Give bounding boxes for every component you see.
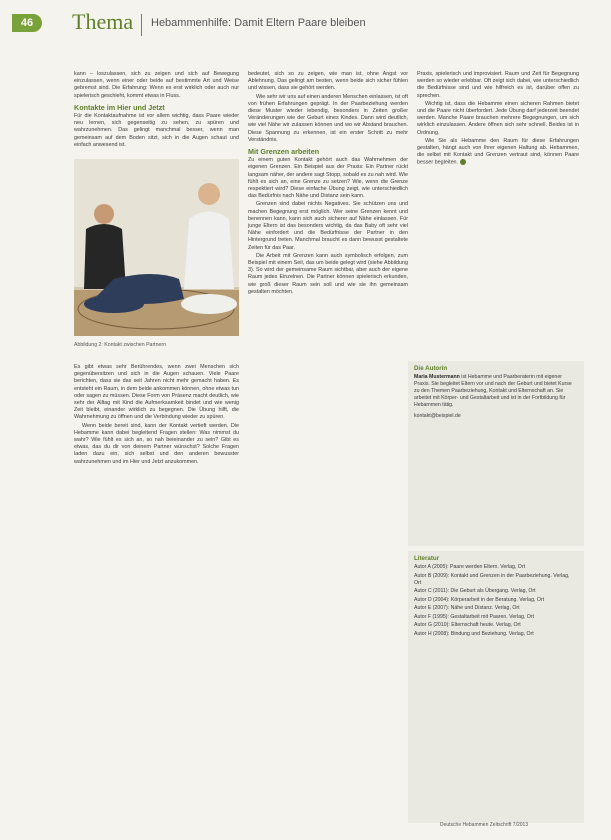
photo-couple-sitting bbox=[74, 159, 239, 336]
paragraph: Praxis, spielerisch und improvisiert. Raum und Zeit für Begegnung werden so wieder erlebbar. Oft zeigt sich dabei, wie unterschiedlich die Bedürfnisse sind und wie hilfreich es ist, darüber offen zu sprechen. bbox=[417, 71, 579, 99]
literature-entry: Autor C (2011): Die Geburt als Übergang. Verlag, Ort bbox=[414, 588, 536, 594]
column-3 bbox=[417, 71, 579, 168]
author-box bbox=[408, 361, 584, 546]
literature-box bbox=[408, 551, 584, 823]
literature-entry: Autor D (2004): Körperarbeit in der Beratung. Verlag, Ort bbox=[414, 596, 545, 603]
literature-entry: Autor H (2008): Bindung und Beziehung. Verlag, Ort bbox=[414, 630, 534, 637]
paragraph bbox=[417, 138, 579, 167]
column-2 bbox=[248, 71, 408, 297]
paragraph: Es gibt etwas sehr Berührendes, wenn zwei Menschen sich gegenübersitzen und sich in die Augen schauen. Viele Paare berichten, dass sie das seit Jahren nicht mehr gemacht haben. Es entsteht ein Raum, in dem beide ankommen können, ohne etwas tun oder sagen zu müssen. Diese Form von Präsenz macht deutlich, wie sehr der Alltag mit Kind die Aufmerksamkeit bindet und wie wenig Zeit bleibt, einander wirklich zu begegnen. Die Übung hilft, die Wahrnehmung zu öffnen und die Verbindung wieder zu spüren. bbox=[74, 364, 239, 421]
paragraph: Wie sehr wir uns auf einen anderen Menschen einlassen, ist oft von frühen Erfahrungen geprägt. In der Paarbeziehung werden diese Muster wieder lebendig, besonders in Zeiten großer Veränderungen wie der Geburt eines Kindes. Dann wird deutlich, wie viel Nähe wir zulassen können und wo wir Abstand brauchen. Diese Spannung zu erkennen, ist ein erster Schritt zu mehr Verständnis. bbox=[248, 93, 408, 143]
column-1-top bbox=[74, 71, 239, 150]
end-of-article-icon bbox=[460, 159, 466, 165]
paragraph: Zu einem guten Kontakt gehört auch das Wahrnehmen der eigenen Grenzen. Ein Beispiel aus der Praxis: Ein Partner rückt langsam näher, der andere sagt Stopp, sobald es zu nah wird. Wie fühlt es sich an, eine Grenze zu setzen? Wie, wenn die Grenze respektiert wird? Diese einfache Übung zeigt, wie unterschiedlich das Bedürfnis nach Nähe und Distanz sein kann. bbox=[248, 157, 408, 200]
column-1-bottom bbox=[74, 364, 239, 467]
paragraph: Wenn beide bereit sind, kann der Kontakt vertieft werden. Die Hebamme kann dabei begleitend Fragen stellen: Was nimmst du wahr? Wie fühlt es sich an, so nah beieinander zu sein? Gibt es etwas, das du dir von deinem Partner wünschst? Solche Fragen laden dazu ein, sich selbst und den anderen bewusster wahrzunehmen und im Hier und Jetzt anzukommen. bbox=[74, 422, 239, 465]
paragraph: Die Arbeit mit Grenzen kann auch symbolisch erfolgen, zum Beispiel mit einem Seil, das um beide gelegt wird (siehe Abbildung 3). So wird der gemeinsame Raum sichtbar, aber auch der eigene Raum jedes Einzelnen. Die Partner können spielerisch erkunden, wie groß dieser Raum sein soll und wie sie ihn gemeinsam gestalten möchten. bbox=[248, 252, 408, 295]
paragraph: kann – loszulassen, sich zu zeigen und sich auf Bewegung einzulassen, wenn einer oder beide auf bestimmte Art und Weise gebremst sind. Die Erfahrung: Wenn es erst wirklich oder auch nur spielerisch geschieht, kommt etwas in Fluss. bbox=[74, 71, 239, 99]
page-header bbox=[0, 0, 611, 46]
page-number: 46 bbox=[12, 14, 42, 32]
page-footer: Deutsche Hebammen Zeitschrift 7/2013 bbox=[440, 822, 529, 828]
author-box-title: Die Autorin bbox=[414, 365, 448, 372]
literature-entry: Autor B (2009): Kontakt und Grenzen in der Paarbeziehung. Verlag, Ort bbox=[414, 572, 570, 586]
paragraph: Grenzen sind dabei nichts Negatives. Sie schützen uns und machen Begegnung erst möglich. Wer seine Grenzen kennt und benennen kann, kann sich auch sicherer auf Nähe einlassen. Für junge Eltern ist das besonders wichtig, da das Baby oft sehr viel Nähe einfordert und die Bedürfnisse der Partner in den Hintergrund treten. Manchmal braucht es dann bewusst gestaltete Zeiten für das Paar. bbox=[248, 201, 408, 251]
article-photo bbox=[74, 159, 239, 336]
section-heading: Mit Grenzen arbeiten bbox=[248, 147, 320, 157]
literature-entry: Autor A (2005): Paare werden Eltern. Verlag, Ort bbox=[414, 564, 526, 570]
paragraph-text: Wie Sie als Hebamme den Raum für diese Erfahrungen gestalten, hängt auch von Ihrer eigenen Haltung ab. Hebammen, die selbst mit Kontakt und Grenzen vertraut sind, können Paare besser begleiten. bbox=[417, 137, 579, 166]
literature-entry: Autor G (2010): Elternschaft heute. Verlag, Ort bbox=[414, 622, 521, 628]
author-contact[interactable]: kontakt@beispiel.de bbox=[414, 413, 461, 419]
author-bio: ist Hebamme und Paarberaterin mit eigener Praxis. Sie begleitet Eltern vor und nach der Geburt und bietet Kurse zu den Themen Paarbeziehung, Kontakt und Elternschaft an. Sie arbeitet mit Körper- und Gestaltarbeit und ist in der Fortbildung für Hebammen tätig. bbox=[414, 374, 572, 408]
author-name: Maria Mustermann bbox=[414, 374, 460, 380]
section-title: Thema bbox=[72, 9, 134, 34]
literature-entry: Autor F (1995): Gestaltarbeit mit Paaren. Verlag, Ort bbox=[414, 613, 534, 620]
paragraph: bedeutet, sich so zu zeigen, wie man ist, ohne Angst vor Ablehnung. Das gelingt am besten, wenn beide sich sicher fühlen und wissen, dass sie gehört werden. bbox=[248, 71, 408, 92]
paragraph: Wichtig ist, dass die Hebamme einen sicheren Rahmen bietet und die Paare nicht überfordert. Jede Übung darf jederzeit beendet werden. Manche Paare brauchen mehrere Begegnungen, um sich wirklich einzulassen. Andere öffnen sich sehr schnell. Beides ist in Ordnung. bbox=[417, 100, 579, 136]
literature-title: Literatur bbox=[414, 555, 440, 562]
section-heading: Kontakte im Hier und Jetzt bbox=[74, 102, 165, 112]
article-subtitle: Hebammenhilfe: Damit Eltern Paare bleiben bbox=[151, 17, 366, 29]
photo-caption: Abbildung 2: Kontakt zwischen Partnern bbox=[74, 342, 166, 348]
paragraph: Für die Kontaktaufnahme ist vor allem wichtig, dass Paare wieder neu lernen, sich gegenseitig zu sehen, zu spüren und wahrzunehmen. Das gelingt manchmal besser, wenn man gemeinsam auf dem Boden sitzt, sich in die Augen schaut und einfach anwesend ist. bbox=[74, 113, 239, 148]
literature-entry: Autor E (2007): Nähe und Distanz. Verlag, Ort bbox=[414, 605, 520, 611]
header-divider bbox=[141, 14, 142, 36]
